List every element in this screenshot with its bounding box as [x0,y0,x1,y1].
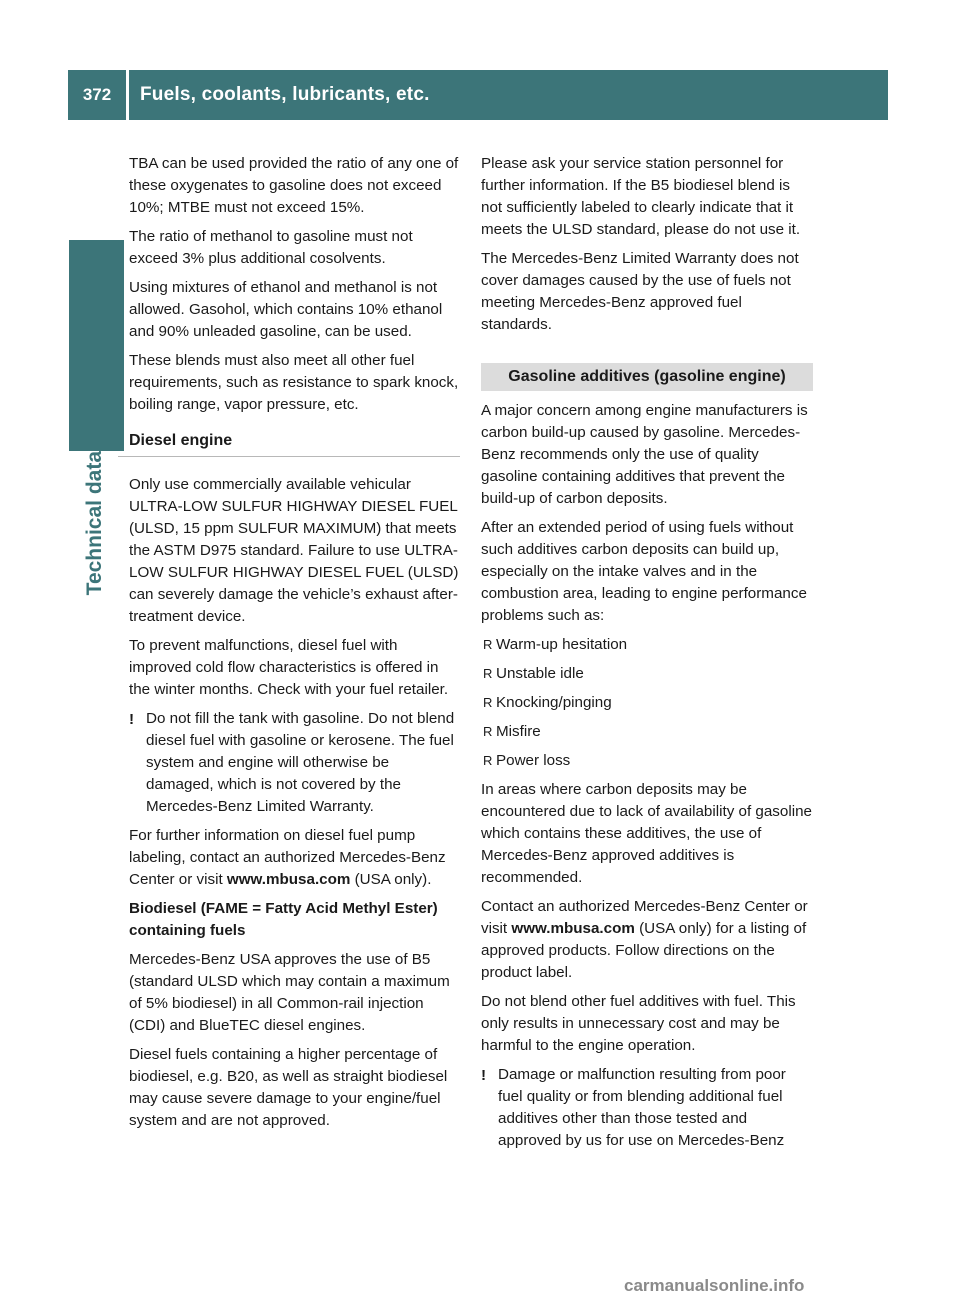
warning-note [481,1064,813,1152]
right-column [481,153,813,1159]
list-item: R Unstable idle [481,663,813,685]
paragraph: In areas where carbon deposits may be encountered due to lack of availability of gasoline which contains these additives, the use of Mercedes-Benz approved additives is recommended. [481,781,812,886]
list-item: R Misfire [481,721,813,743]
paragraph [118,825,460,891]
text: For further information on diesel fuel pump labeling, contact an authorized Mercedes-Benz Center or visit [129,827,446,888]
watermark: carmanualsonline.info [624,1276,805,1295]
warning-note [118,708,460,818]
side-tab-marker [69,240,124,451]
left-column [118,153,460,1139]
warning-text: Do not fill the tank with gasoline. Do not blend diesel fuel with gasoline or kerosene. The fuel system and engine will otherwise be damaged, which is not covered by the Mercedes-Benz Limited Warranty. [146,710,455,815]
paragraph: The ratio of methanol to gasoline must not exceed 3% plus additional cosolvents. [129,228,413,267]
subheading-biodiesel: Biodiesel (FAME = Fatty Acid Methyl Ester) containing fuels [129,900,438,939]
side-tab-label: Technical data [83,451,106,596]
section-heading-additives: Gasoline additives (gasoline engine) [481,363,813,391]
paragraph: After an extended period of using fuels without such additives carbon deposits can build up, especially on the intake valves and in the combustion area, leading to engine performance problems such as: [481,519,807,624]
warning-icon: ! [129,711,135,728]
paragraph: Diesel fuels containing a higher percentage of biodiesel, e.g. B20, as well as straight biodiesel may cause severe damage to your engine/fuel system and are not approved. [129,1046,448,1129]
paragraph: These blends must also meet all other fuel requirements, such as resistance to spark knock, boiling range, vapor pressure, etc. [129,352,459,413]
paragraph [481,896,813,984]
text: (USA only) for a listing of approved products. Follow directions on the product label. [481,920,807,981]
paragraph: TBA can be used provided the ratio of any one of these oxygenates to gasoline does not exceed 10%; MTBE must not exceed 15%. [129,155,459,216]
paragraph: Mercedes-Benz USA approves the use of B5 (standard ULSD which may contain a maximum of 5% biodiesel) in all Common-rail injection (CDI) and BlueTEC diesel engines. [129,951,450,1034]
problem-list [481,634,813,772]
list-item: R Warm-up hesitation [481,634,813,656]
warning-icon: ! [481,1067,487,1084]
list-item: R Power loss [481,750,813,772]
list-item: R Knocking/pinging [481,692,813,714]
side-tab-label-wrap [69,451,124,651]
paragraph: Do not blend other fuel additives with fuel. This only results in unnecessary cost and may be harmful to the engine operation. [481,993,796,1054]
paragraph: Using mixtures of ethanol and methanol is not allowed. Gasohol, which contains 10% ethanol and 90% unleaded gasoline, can be used. [129,279,443,340]
paragraph: To prevent malfunctions, diesel fuel with improved cold flow characteristics is offered in the winter months. Check with your fuel retailer. [129,637,449,698]
website-link[interactable]: www.mbusa.com [226,871,351,888]
paragraph: Only use commercially available vehicular ULTRA-LOW SULFUR HIGHWAY DIESEL FUEL (ULSD, 15 ppm SULFUR MAXIMUM) that meets the ASTM D975 standard. Failure to use ULTRA-LOW SULFUR HIGHWAY DIESEL FUEL (ULSD) can severely damage the vehicle’s exhaust after-treatment device. [129,476,459,625]
paragraph: The Mercedes-Benz Limited Warranty does not cover damages caused by the use of fuels not meeting Mercedes-Benz approved fuel standards. [481,250,799,333]
text: (USA only). [350,871,432,888]
section-heading-diesel: Diesel engine [118,430,460,457]
text: Contact an authorized Mercedes-Benz Center or visit [481,898,808,937]
section-title: Fuels, coolants, lubricants, etc. [129,70,888,120]
website-link[interactable]: www.mbusa.com [511,920,635,937]
paragraph: A major concern among engine manufacturers is carbon build-up caused by gasoline. Mercedes-Benz recommends only the use of quality gasoline containing additives that prevent the build-up of carbon deposits. [481,402,808,507]
page-number: 372 [68,70,126,120]
paragraph: Please ask your service station personnel for further information. If the B5 biodiesel blend is not sufficiently labeled to clearly indicate that it meets the ULSD standard, please do not use it. [481,155,801,238]
warning-text: Damage or malfunction resulting from poor fuel quality or from blending additional fuel additives other than those tested and approved by us for use on Mercedes-Benz [498,1066,786,1149]
